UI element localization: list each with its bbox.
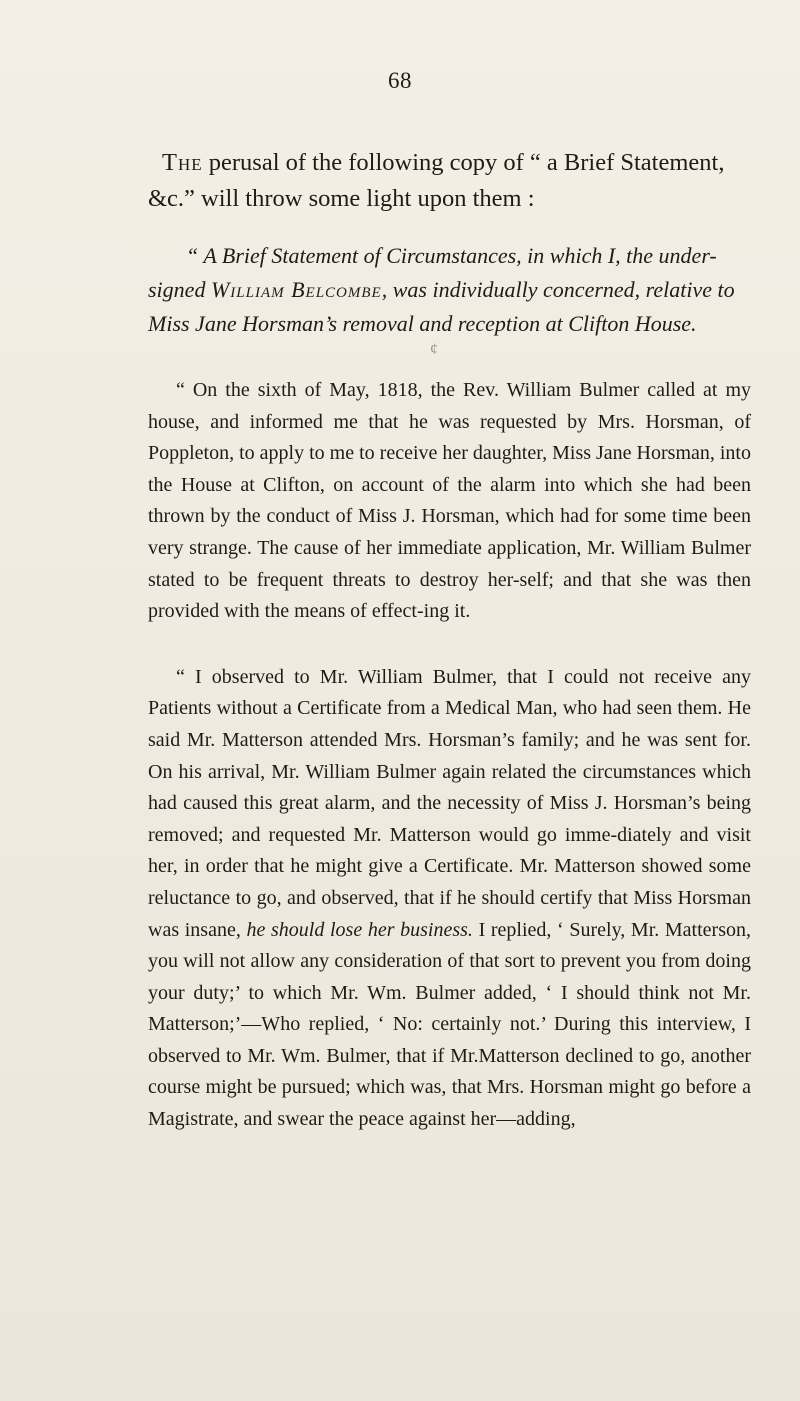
intro-lead-word: The (162, 149, 203, 176)
page-number: 68 (388, 68, 412, 93)
paragraph-2-text-b: I replied, ‘ Surely, Mr. Matterson, you will not allow any consideration of that sort to prevent you from doing your duty;’ to which Mr. Wm. Bulmer added, ‘ I should think not Mr. Matterson;’—Who replied, ‘ No: certainly not.’ During this interview, I observed to Mr. Wm. Bulmer, that if Mr.Matterson declined to go, another course might be pursued; which was, that Mrs. Horsman might go before a Magistrate, and swear the peace against her—adding, (148, 918, 751, 1131)
statement-paragraph-1: “ On the sixth of May, 1818, the Rev. William Bulmer called at my house, and informed me that he was requested by Mrs. Horsman, of Poppleton, to apply to me to receive her daughter, Miss Jane Horsman, into the House at Clifton, on account of the alarm into which she had been thrown by the conduct of Miss J. Horsman, which had for some time been very strange. The cause of her immediate application, Mr. William Bulmer stated to be frequent threats to destroy her-self; and that she was then provided with the means of effect-ing it. (148, 379, 751, 623)
heading-part-1: “ A Brief Statement of Circumstances, in which I, the under-signed (148, 243, 717, 302)
intro-paragraph (148, 145, 751, 217)
statement-paragraph-2 (148, 662, 751, 1136)
paragraph-2-text-a: “ I observed to Mr. William Bulmer, that I could not receive any Patients without a Certificate from a Medical Man, who had seen them. He said Mr. Matterson attended Mrs. Horsman’s family; and he was sent for. On his arrival, Mr. William Bulmer again related the circumstances which had caused this great alarm, and the necessity of Miss J. Horsman’s being removed; and requested Mr. Matterson would go imme-diately and visit her, in order that he might give a Certificate. Mr. Matterson showed some reluctance to go, and observed, that if he should certify that Miss Horsman was insane, (148, 665, 751, 941)
intro-text: perusal of the following copy of “ a Brief Statement, &c.” will throw some light upon them : (148, 149, 725, 212)
paragraph-2-emphasis: he should lose her business. (246, 918, 473, 941)
body-text (148, 145, 751, 1136)
statement-heading (148, 239, 751, 341)
heading-part-2: , was individually concerned, relative to Miss Jane Horsman’s removal and reception at Clifton House. (148, 277, 735, 336)
heading-signatory-name: William Belcombe (210, 277, 382, 302)
stray-print-mark: ¢ (430, 341, 438, 358)
